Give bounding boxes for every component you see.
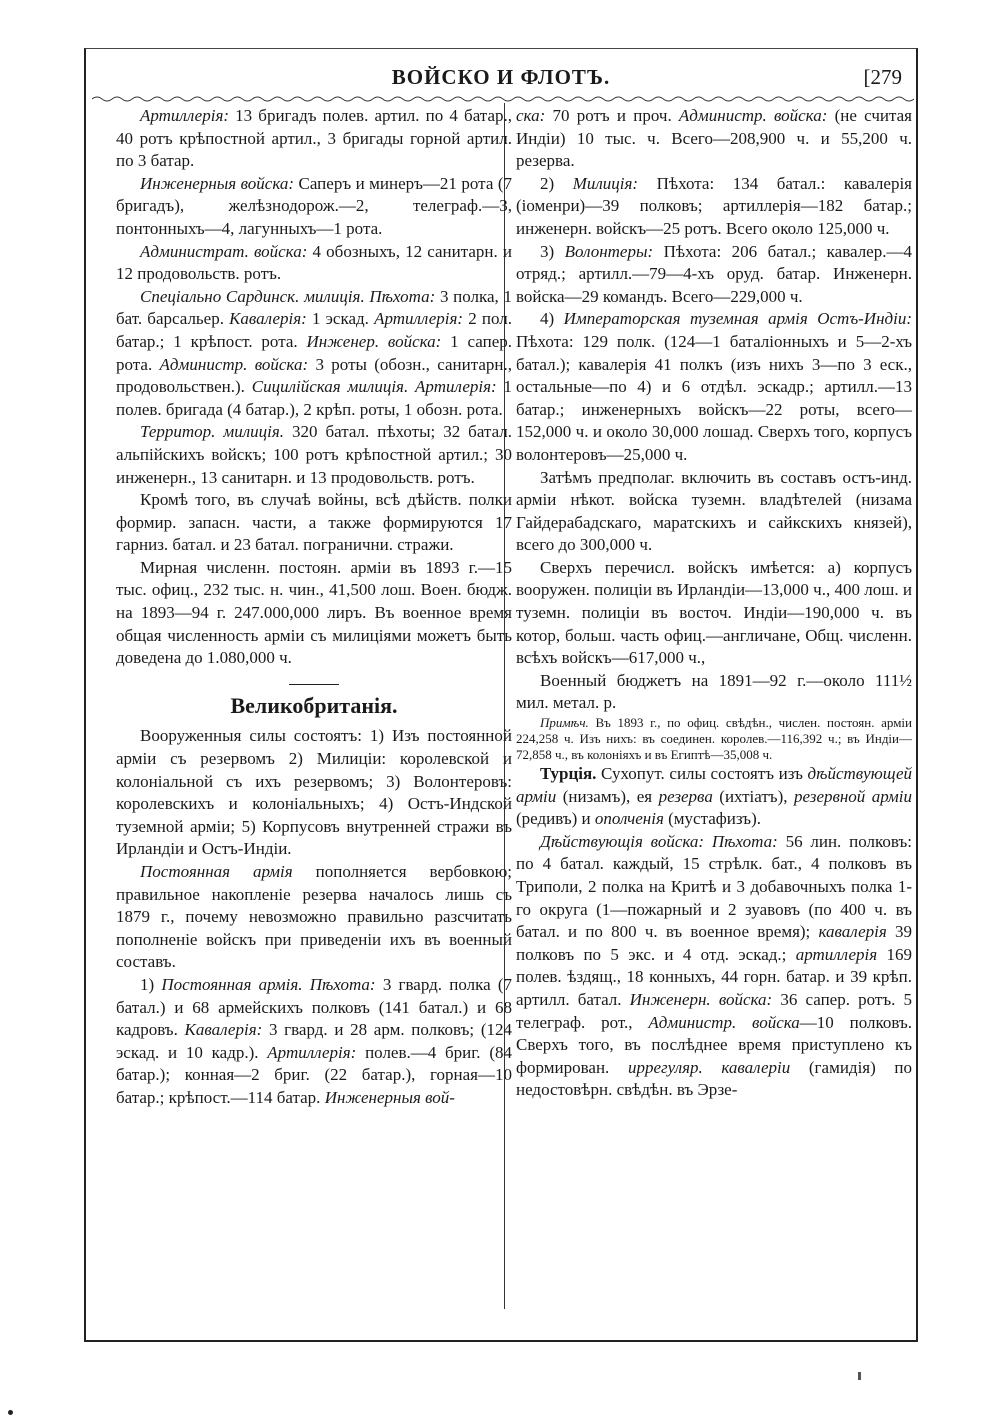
section-rule xyxy=(289,684,339,685)
text-run: Военный бюджетъ на 1891—92 г.—около 111½ мил. метал. р. xyxy=(516,670,912,713)
text-run: Сверхъ перечисл. войскъ имѣется: а) корпусъ вооружен. полиціи въ Ирландіи—13,000 ч., 400 лош. и туземн. полиціи въ восточ. Индіи—190,000 ч. въ котор, больш. часть офиц.—англичане, Общ. численн. всѣхъ войскъ—617,000 ч., xyxy=(516,557,912,668)
italic-text: кавалерія xyxy=(818,922,887,942)
italic-text: резерва xyxy=(658,786,713,806)
text-run: 320 батал. пѣхоты; 32 батал. альпійскихъ войскъ; 100 ротъ крѣпостной артил.; 30 инженерн., 13 санитарн. и 13 продовольств. ротъ. xyxy=(116,422,512,487)
text-run: 169 полев. ѣздящ., 18 конныхъ, 44 горн. батар. и 39 крѣп. артилл. батал. xyxy=(516,944,913,1009)
paragraph xyxy=(516,557,912,670)
italic-text: Милиція: xyxy=(572,173,639,193)
italic-text: Сицилійская милиція. Артилерія: xyxy=(251,377,497,397)
paragraph xyxy=(516,831,912,1102)
text-run: Затѣмъ предполаг. включить въ составъ остъ-инд. арміи нѣкот. войска туземн. владѣтелей (низама Гайдерабадскаго, маратскихъ и сайкскихъ князей), всего до 300,000 ч. xyxy=(516,467,912,555)
text-run: Кромѣ того, въ случаѣ войны, всѣ дѣйств. полки формир. запасн. части, а также формируются 17 гарниз. батал. и 23 батал. погранични. стражи. xyxy=(116,490,512,555)
italic-text: дѣйствующей арміи xyxy=(516,764,912,806)
text-run: Саперъ и минеръ—21 рота (7 бригадъ), желѣзнодорож.—2, телеграф.—3, понтонныхъ—4, лагунныхъ—1 рота. xyxy=(116,173,512,238)
paragraph xyxy=(116,421,512,489)
italic-text: Спеціально Сардинск. милиція. Пѣхота: xyxy=(140,286,436,306)
page-frame xyxy=(84,48,918,1342)
italic-text: ополченія xyxy=(594,809,664,829)
italic-text: Артиллерія: xyxy=(374,309,464,329)
text-run: (мустафизъ). xyxy=(663,809,762,829)
paragraph xyxy=(116,557,512,670)
text-run: —10 полковъ. Сверхъ того, въ послѣднее время приступлено къ формирован. xyxy=(516,1012,913,1077)
paragraph xyxy=(516,763,912,831)
text-run: Сухопут. силы состоятъ изъ xyxy=(596,764,808,784)
text-run: (гамидія) по недостовѣрн. свѣдѣн. въ Эрзе- xyxy=(516,1057,912,1100)
italic-text: Инженерныя войска: xyxy=(140,173,295,193)
paragraph xyxy=(116,173,512,241)
paragraph xyxy=(516,467,912,557)
page-number: [279 xyxy=(863,65,902,89)
bold-text: Турція. xyxy=(540,764,597,784)
text-run: Вооруженныя силы состоятъ: 1) Изъ постоянной арміи съ резервомъ 2) Милиціи: королевской и колоніальной съ ихъ резервомъ; 3) Волонтеровъ: королевскихъ и колоніальныхъ; 4) Остъ-Индской туземной арміи; 5) Корпусовъ внутренней стражи въ Ирландіи и Остъ-Индіи. xyxy=(116,726,512,859)
footnote xyxy=(516,715,912,763)
paragraph xyxy=(116,286,512,422)
italic-text: Администр. войска: xyxy=(159,354,309,374)
paragraph xyxy=(516,105,912,173)
text-run: Пѣхота: 129 полк. (124—1 баталіонныхъ и 5—2-хъ батал.); кавалерія 41 полкъ (изъ нихъ 3—по 3 еск., остальные—по 4) и 6 отдѣл. эскадр.; артилл.—13 батар.; инженерныхъ войскъ—22 роты, всего—152,000 ч. и около 30,000 лошад. Сверхъ того, корпусъ волонтеровъ—25,000 ч. xyxy=(516,331,912,464)
italic-text: резервной арміи xyxy=(793,786,912,806)
italic-text: Администр. войска: xyxy=(678,106,828,125)
paragraph xyxy=(116,861,512,974)
italic-text: Администрат. войска: xyxy=(140,241,308,261)
text-run: 56 лин. полковъ: по 4 батал. каждый, 15 стрѣлк. бат., 4 полковъ въ Триполи, 2 полка на Критѣ и 3 добавочныхъ полка 1-го округа (1—пожарный и 2 зуавовъ (по 400 ч. въ батал. и по 800 ч. въ военное время); xyxy=(516,831,912,942)
text-run: пополняется вербовкою; правильное накопленіе резерва началось лишь съ 1879 г., почему невозможно правильно разсчитать пополненіе войскъ при приведеніи ихъ въ военный составъ. xyxy=(116,862,512,972)
italic-text: Волонтеры: xyxy=(564,241,654,261)
paragraph xyxy=(116,105,512,173)
text-run: Въ 1893 г., по офиц. свѣдѣн., числен. постоян. арміи 224,258 ч. Изъ нихъ: въ соединен. королев.—116,392 ч.; въ Индіи—72,858 ч., въ колоніяхъ и въ Египтѣ—35,008 ч. xyxy=(516,715,912,763)
page-header xyxy=(86,49,916,101)
text-run: 3 гвард. полка (7 батал.) и 68 армейскихъ полковъ (141 батал.) и 68 кадровъ. xyxy=(116,974,513,1040)
italic-text: Императорская туземная армія Остъ-Индіи: xyxy=(563,309,912,329)
paragraph xyxy=(516,308,912,466)
paragraph xyxy=(516,670,912,715)
italic-text: Примѣч. xyxy=(540,715,589,731)
text-run: Пѣхота: 134 батал.: кавалерія (іоменри)—39 полковъ; артиллерія—182 батар.; инженерн. войскъ—25 ротъ. Всего около 125,000 ч. xyxy=(516,173,912,238)
text-run: (не считая Индіи) 10 тыс. ч. Всего—208,900 ч. и 55,200 ч. резерва. xyxy=(516,106,912,171)
text-run: 1 полев. бригада (4 батар.), 2 крѣп. роты, 1 обозн. рота. xyxy=(116,377,513,419)
italic-text: Артиллерія: xyxy=(267,1042,357,1062)
italic-text: Инженерныя вой- xyxy=(324,1087,455,1107)
text-run: 3 роты (обозн., санитарн., продовольствен.). xyxy=(116,354,512,397)
text-run: 36 сапер. ротъ. 5 телеграф. рот., xyxy=(516,989,912,1032)
text-run: полев.—4 бриг. (84 батар.); конная—2 бриг. (22 батар.), горная—10 батар.; крѣпост.—114 батар. xyxy=(116,1042,512,1107)
print-mark xyxy=(858,1372,861,1380)
italic-text: Кавалерія: xyxy=(229,309,307,329)
text-run: 39 полковъ по 5 экс. и 4 отд. эскад.; xyxy=(516,922,912,964)
paragraph xyxy=(116,489,512,557)
italic-text: Территор. милиція. xyxy=(140,422,285,442)
paragraph xyxy=(116,974,512,1110)
paragraph xyxy=(116,241,512,286)
italic-text: Артиллерія: xyxy=(140,106,230,125)
text-run: 3 гвард. и 28 арм. полковъ; (124 эскад. и 10 кадр.). xyxy=(116,1020,512,1062)
page-title: ВОЙСКО И ФЛОТЪ. xyxy=(391,65,611,89)
text-run: (низамъ), ея xyxy=(556,786,659,806)
paragraph xyxy=(516,241,912,309)
text-run: 1) xyxy=(140,974,162,994)
text-run: 3 полка, 1 бат. барсальер. xyxy=(116,286,512,329)
section-heading: Великобританія. xyxy=(230,692,398,718)
italic-text: Постоянная армія. Пѣхота: xyxy=(161,974,376,994)
italic-text: Дѣйствующія войска: Пѣхота: xyxy=(540,831,778,851)
text-run: 4 обозныхъ, 12 санитарн. и 12 продовольств. ротъ. xyxy=(116,241,513,284)
text-run: 4) xyxy=(540,309,564,329)
wavy-rule xyxy=(92,95,914,103)
text-run: 2) xyxy=(540,173,573,193)
paragraph xyxy=(116,725,512,861)
print-dot xyxy=(8,1410,13,1415)
text-run: 3) xyxy=(540,241,565,261)
italic-text: Администр. войска xyxy=(648,1012,800,1032)
italic-text: Постоянная армія xyxy=(140,862,293,881)
text-run: 2 пол. батар.; 1 крѣпост. рота. xyxy=(116,309,512,351)
left-column xyxy=(116,105,512,1110)
text-run: (ихтіатъ), xyxy=(712,786,794,806)
text-run: Пѣхота: 206 батал.; кавалер.—4 отряд.; артилл.—79—4-хъ оруд. батар. Инженерн. войска—29 командъ. Всего—229,000 ч. xyxy=(516,241,912,306)
italic-text: артиллерія xyxy=(795,944,878,964)
right-column xyxy=(516,105,912,1102)
text-run: 70 ротъ и проч. xyxy=(545,106,679,125)
text-run: (редивъ) и xyxy=(516,809,595,829)
text-run: 1 сапер. рота. xyxy=(116,331,513,374)
italic-text: Кавалерія: xyxy=(184,1020,263,1040)
italic-text: Инженер. войска: xyxy=(306,331,442,351)
text-run: 1 эскад. xyxy=(306,309,375,329)
italic-text: Инженерн. войска: xyxy=(629,989,773,1009)
italic-text: ска: xyxy=(516,106,546,125)
text-run: Мирная численн. постоян. арміи въ 1893 г.—15 тыс. офиц., 232 тыс. н. чин., 41,500 лош. Воен. бюдж. на 1893—94 г. 247.000,000 лиръ. Въ военное время общая численность арміи съ милиціями можетъ быть доведена до 1.080,000 ч. xyxy=(116,557,512,668)
italic-text: иррегуляр. кавалеріи xyxy=(627,1057,791,1077)
paragraph xyxy=(516,173,912,241)
text-run: 13 бригадъ полев. артил. по 4 батар., 40 ротъ крѣпостной артил., 3 бригады горной артил. по 3 батар. xyxy=(116,106,512,171)
